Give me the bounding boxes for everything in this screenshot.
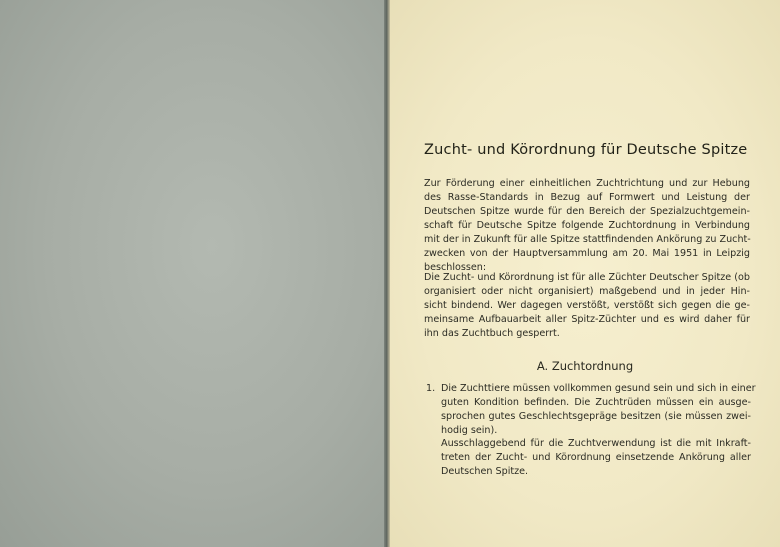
binding-line: meinsame Aufbauarbeit aller Spitz-Züchter und es wird daher für <box>424 314 750 325</box>
item-1-continuation-line: Deutschen Spitze. <box>441 466 529 477</box>
binding-line: Die Zucht- und Körordnung ist für alle Züchter Deutscher Spitze (ob <box>424 272 750 283</box>
binding-paragraph <box>424 271 750 341</box>
binding-line: organisiert oder nicht organisiert) maßgebend und in jeder Hin- <box>424 286 750 297</box>
intro-line: zwecken von der Hauptversammlung am 20. Mai 1951 in Leipzig <box>424 248 750 259</box>
intro-line: Deutschen Spitze wurde für den Bereich der Spezialzuchtgemein- <box>424 206 750 217</box>
list-item-number: 1. <box>426 383 436 394</box>
item-1-continuation <box>441 437 751 479</box>
binding-line: ihn das Zuchtbuch gesperrt. <box>424 328 560 339</box>
document-title: Zucht- und Körordnung für Deutsche Spitze <box>424 142 748 158</box>
right-page <box>390 0 780 547</box>
intro-line: mit der in Zukunft für alle Spitze stattfindenden Ankörung zu Zucht- <box>424 234 751 245</box>
intro-line: beschlossen: <box>424 262 487 273</box>
left-page-blank <box>0 0 386 547</box>
item-1-continuation-line: Ausschlaggebend für die Zuchtverwendung ist die mit Inkraft- <box>441 438 751 449</box>
intro-line: schaft für Deutsche Spitze folgende Zuchtordnung in Verbindung <box>424 220 750 231</box>
section-a-heading: A. Zuchtordnung <box>536 359 634 373</box>
item-1-line: hodig sein). <box>441 425 498 436</box>
intro-line: Zur Förderung einer einheitlichen Zuchtrichtung und zur Hebung <box>424 178 750 189</box>
intro-line: des Rasse-Standards in Bezug auf Formwert und Leistung der <box>424 192 750 203</box>
item-1-line: sprochen gutes Geschlechtsgepräge besitzen (sie müssen zwei- <box>441 411 751 422</box>
intro-paragraph <box>424 177 750 275</box>
item-1-line: Die Zuchttiere müssen vollkommen gesund sein und sich in einer <box>441 383 756 394</box>
binding-line: sicht bindend. Wer dagegen verstößt, verstößt sich gegen die ge- <box>424 300 750 311</box>
item-1-continuation-line: treten der Zucht- und Körordnung einsetzende Ankörung aller <box>441 452 751 463</box>
item-1-line: guten Kondition befinden. Die Zuchtrüden müssen ein ausge- <box>441 397 751 408</box>
item-1-paragraph <box>441 382 756 438</box>
